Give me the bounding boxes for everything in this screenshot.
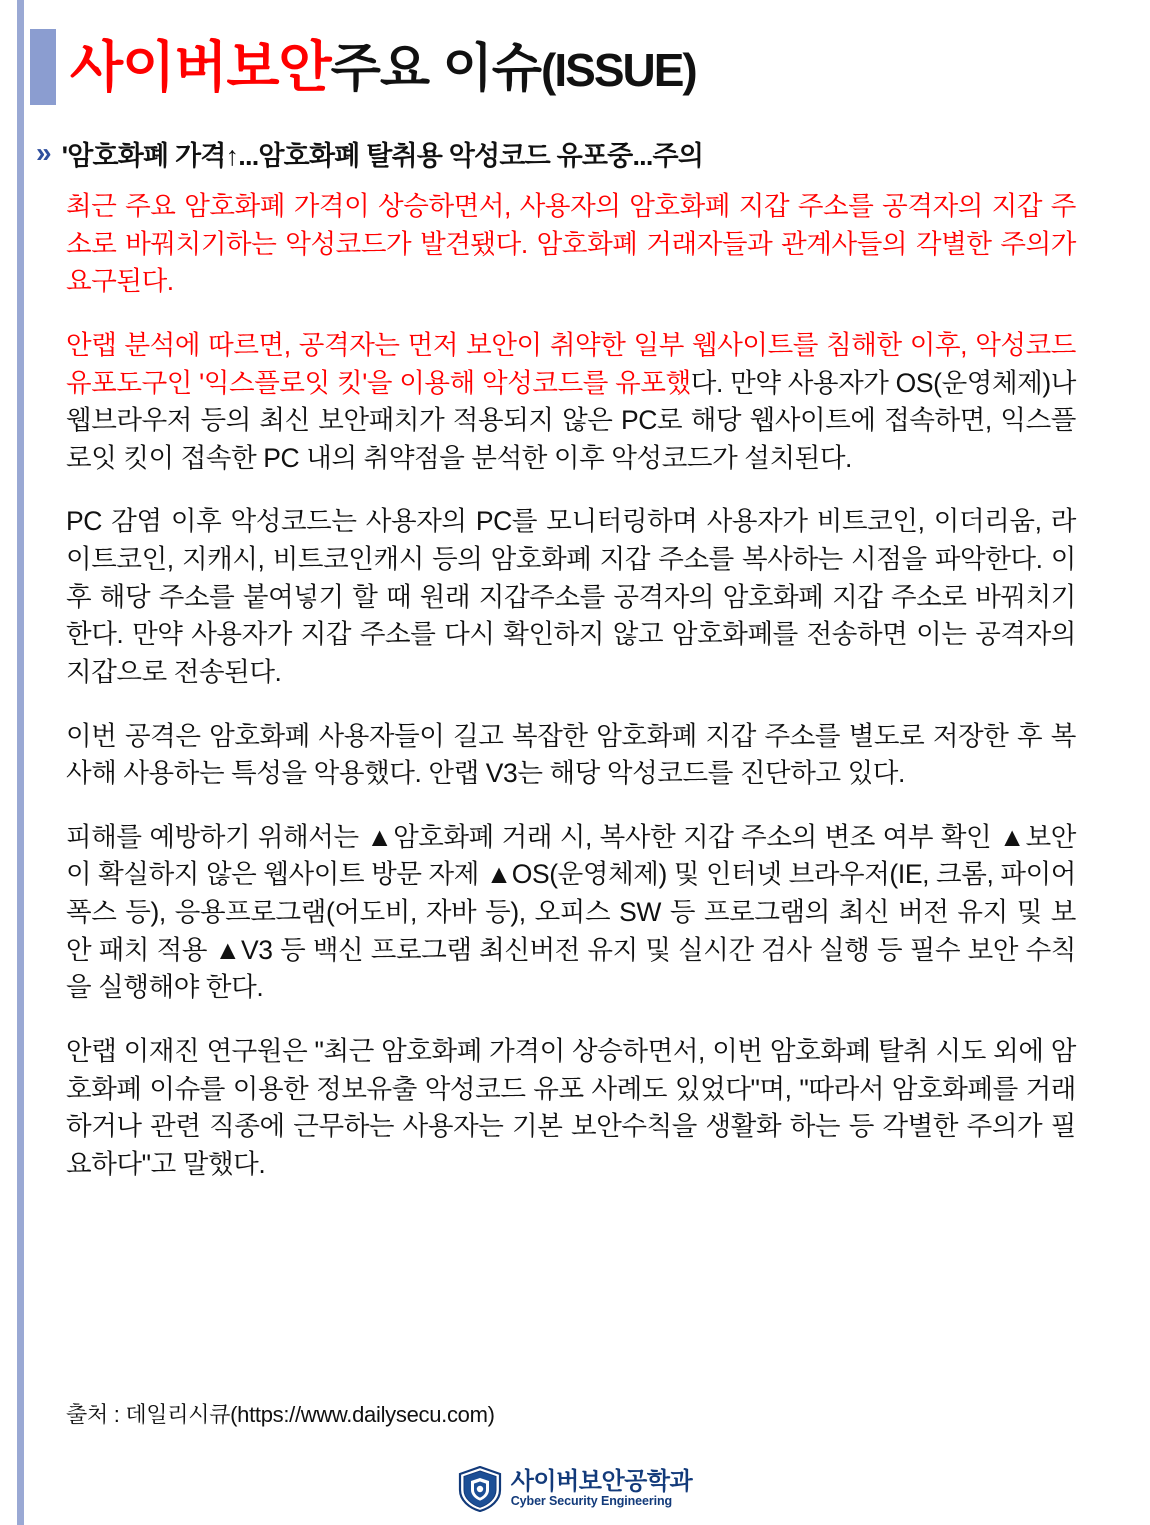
footer [0,1466,1150,1512]
title-suffix: (ISSUE) [541,43,696,96]
paragraph-5: 피해를 예방하기 위해서는 ▲암호화폐 거래 시, 복사한 지갑 주소의 변조 여부 확인 ▲보안이 확실하지 않은 웹사이트 방문 자제 ▲OS(운영체제) 및 인터넷 브라우저(IE, 크롬, 파이어폭스 등), 응용프로그램(어도비, 자바 등), 오피스 SW 등 프로그램의 최신 버전 유지 및 보안 패치 적용 ▲V3 등 백신 프로그램 최신버전 유지 및 실시간 검사 실행 등 필수 보안 수칙을 실행해야 한다. [66,821,1076,1003]
title-text-group [70,35,696,98]
paragraph-6: 안랩 이재진 연구원은 "최근 암호화폐 가격이 상승하면서, 이번 암호화폐 탈취 시도 외에 암호화폐 이슈를 이용한 정보유출 악성코드 유포 사례도 있었다"며, "따라서 암호화폐를 거래하거나 관련 직종에 근무하는 사용자는 기본 보안수칙을 생활화 하는 등 각별한 주의가 필요하다"고 말했다. [66,1035,1076,1179]
paragraph-3: PC 감염 이후 악성코드는 사용자의 PC를 모니터링하며 사용자가 비트코인, 이더리움, 라이트코인, 지캐시, 비트코인캐시 등의 암호화폐 지갑 주소를 복사하는 시점을 파악한다. 이후 해당 주소를 붙여넣기 할 때 원래 지갑주소를 공격자의 암호화폐 지갑 주소로 바꿔치기한다. 만약 사용자가 지갑 주소를 다시 확인하지 않고 암호화폐를 전송하면 이는 공격자의 지갑으로 전송된다. [66,506,1076,687]
paragraph-1: 최근 주요 암호화폐 가격이 상승하면서, 사용자의 암호화폐 지갑 주소를 공격자의 지갑 주소로 바꿔치기하는 악성코드가 발견됐다. 암호화폐 거래자들과 관계사들의 각별한 주의가 요구된다. [66,191,1076,297]
double-chevron-right-icon: » [36,136,52,168]
paragraph-2 [66,327,1076,478]
footer-department-kr: 사이버보안공학과 [510,1467,693,1495]
title-highlight: 사이버보안 [70,35,331,98]
headline-text: '암호화폐 가격↑...암호화폐 탈취용 악성코드 유포중...주의 [61,141,704,171]
paragraph-2-red-segment: 안랩 분석에 따르면, 공격자는 먼저 보안이 취약한 일부 웹사이트를 침해한 이후, 악성코드 유포도구인 '익스플로잇 킷'을 이용해 악성코드를 유포했 [66,329,1076,398]
footer-department-en: Cyber Security Engineering [510,1494,673,1509]
footer-text-group [511,1469,692,1509]
title-accent-bar [30,29,56,105]
source-line: 출처 : 데일리시큐(https://www.dailysecu.com) [66,1402,495,1427]
paragraph-4: 이번 공격은 암호화폐 사용자들이 길고 복잡한 암호화폐 지갑 주소를 별도로 저장한 후 복사해 사용하는 특성을 악용했다. 안랩 V3는 해당 악성코드를 진단하고 있다. [66,720,1076,789]
article-body [66,188,1076,1183]
title-main: 주요 이슈 [330,39,542,98]
footer-logo-group [458,1466,692,1512]
headline [36,134,1116,173]
page-title [30,24,1120,110]
paragraph-2-black-segment: 다. 만약 사용자가 OS(운영체제)나 웹브라우저 등의 최신 보안패치가 적용되지 않은 PC로 해당 웹사이트에 접속하면, 익스플로잇 킷이 접속한 PC 내의 취약점을 분석한 이후 악성코드가 설치된다. [66,367,1076,473]
shield-logo-icon [458,1466,502,1512]
